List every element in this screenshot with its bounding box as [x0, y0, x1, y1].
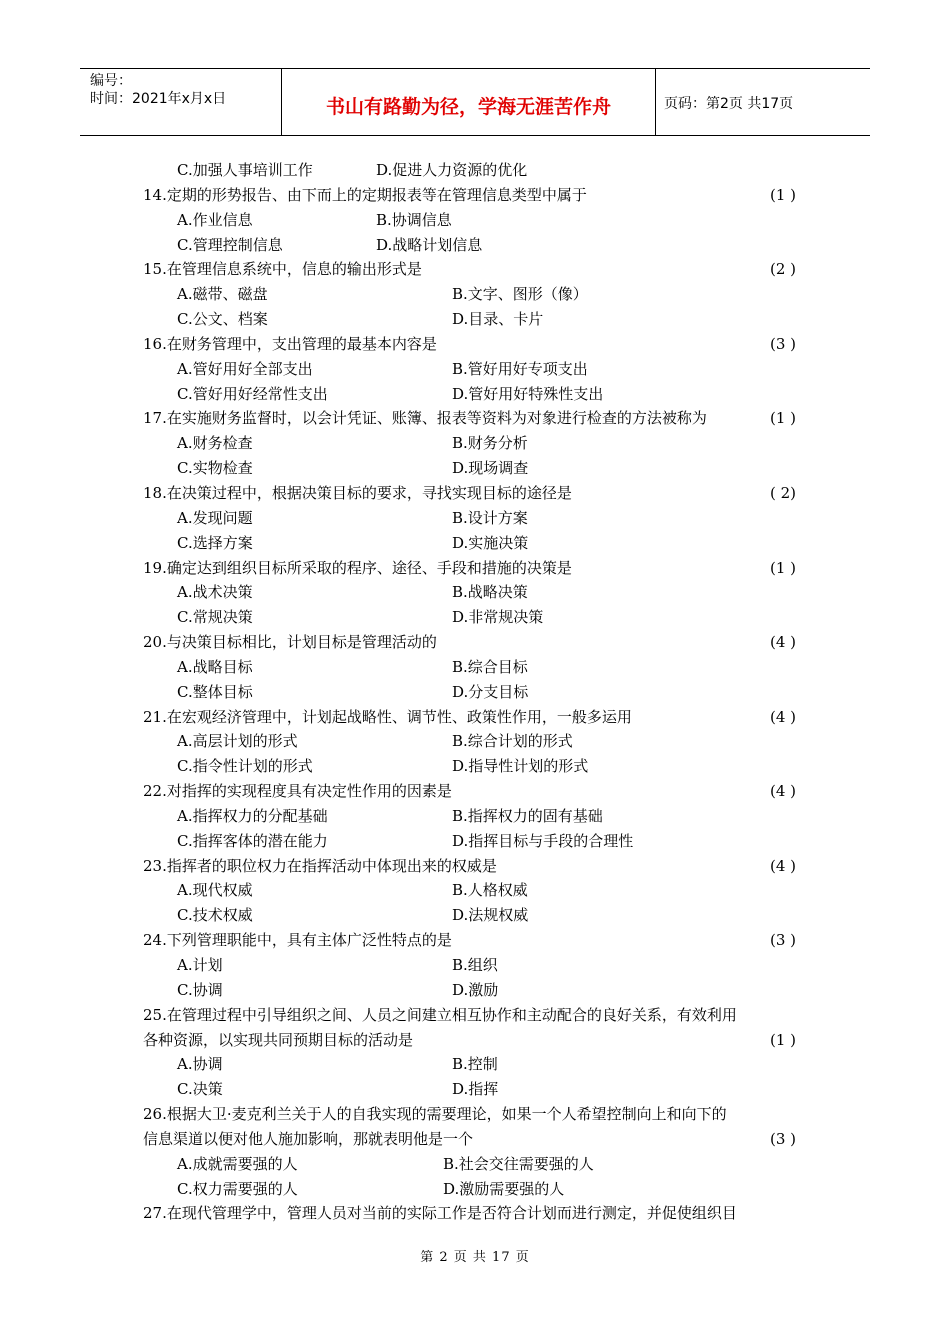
question-line: [143, 854, 808, 879]
option-right: D.指挥: [452, 1080, 499, 1099]
option-right: D.指挥目标与手段的合理性: [452, 831, 634, 850]
option-right: B.人格权威: [452, 881, 528, 900]
option-right: D.实施决策: [452, 533, 529, 552]
header-meta: [80, 69, 282, 135]
option-left: C.管理控制信息: [177, 235, 283, 254]
option-left: C.公文、档案: [177, 310, 268, 329]
option-right: B.社会交往需要强的人: [443, 1154, 594, 1173]
options-line: [143, 382, 808, 407]
answer-mark: (1 ): [769, 558, 796, 577]
answer-mark: (4 ): [769, 782, 796, 801]
options-line: [143, 1077, 808, 1102]
answer-mark: (4 ): [769, 707, 796, 726]
option-left: C.整体目标: [177, 682, 253, 701]
option-right: D.目录、卡片: [452, 310, 544, 329]
header-page-label: 页码：第2页 共17页: [664, 96, 794, 112]
question-text: 21.在宏观经济管理中，计划起战略性、调节性、政策性作用，一般多运用: [143, 707, 632, 726]
option-left: C.技术权威: [177, 906, 253, 925]
option-left: C.常规决策: [177, 608, 253, 627]
question-line: [143, 257, 808, 282]
option-left: C.指令性计划的形式: [177, 757, 313, 776]
options-line: [143, 680, 808, 705]
option-left: A.财务检查: [177, 434, 253, 453]
question-text: 17.在实施财务监督时，以会计凭证、账簿、报表等资料为对象进行检查的方法被称为: [143, 409, 707, 428]
answer-mark: (3 ): [769, 931, 796, 950]
option-right: D.激励: [452, 980, 499, 999]
option-right: D.指导性计划的形式: [452, 757, 589, 776]
option-left: C.管好用好经常性支出: [177, 384, 328, 403]
options-line: [143, 233, 808, 258]
answer-mark: (3 ): [769, 334, 796, 353]
option-right: B.控制: [452, 1055, 498, 1074]
answer-mark: (1 ): [769, 185, 796, 204]
answer-mark: (3 ): [769, 1129, 796, 1148]
question-text: 16.在财务管理中，支出管理的最基本内容是: [143, 334, 437, 353]
question-text: 25.在管理过程中引导组织之间、人员之间建立相互协作和主动配合的良好关系，有效利用: [143, 1005, 737, 1024]
option-right: B.设计方案: [452, 508, 528, 527]
answer-mark: (4 ): [769, 856, 796, 875]
question-text: 18.在决策过程中，根据决策目标的要求，寻找实现目标的途径是: [143, 483, 572, 502]
option-left: A.战略目标: [177, 657, 253, 676]
answer-mark: (4 ): [769, 633, 796, 652]
options-line: [143, 1177, 808, 1202]
question-line: [143, 1127, 808, 1152]
options-line: [143, 1052, 808, 1077]
options-line: [143, 804, 808, 829]
option-left: C.权力需要强的人: [177, 1179, 298, 1198]
options-line: [143, 903, 808, 928]
question-line: [143, 1102, 808, 1127]
page-header: [80, 68, 870, 136]
question-text: 23.指挥者的职位权力在指挥活动中体现出来的权威是: [143, 856, 497, 875]
option-right: D.非常规决策: [452, 608, 544, 627]
options-line: [143, 506, 808, 531]
option-left: A.作业信息: [177, 210, 253, 229]
question-line: [143, 1201, 808, 1226]
option-right: D.战略计划信息: [376, 235, 483, 254]
question-line: [143, 332, 808, 357]
option-right: B.综合计划的形式: [452, 732, 573, 751]
page-footer: 第 2 页 共 17 页: [420, 1250, 530, 1265]
option-right: D.激励需要强的人: [443, 1179, 565, 1198]
option-left: C.协调: [177, 980, 223, 999]
options-line: [143, 953, 808, 978]
options-line: [143, 158, 808, 183]
options-line: [143, 605, 808, 630]
option-left: A.现代权威: [177, 881, 253, 900]
question-line: [143, 406, 808, 431]
option-left: A.成就需要强的人: [177, 1154, 298, 1173]
option-right: D.现场调查: [452, 459, 529, 478]
answer-mark: (1 ): [769, 409, 796, 428]
question-text: 24.下列管理职能中，具有主体广泛性特点的是: [143, 931, 452, 950]
option-right: B.指挥权力的固有基础: [452, 806, 603, 825]
option-left: A.协调: [177, 1055, 223, 1074]
question-text: 26.根据大卫·麦克利兰关于人的自我实现的需要理论，如果一个人希望控制向上和向下的: [143, 1105, 727, 1124]
option-left: A.磁带、磁盘: [177, 285, 268, 304]
question-line: [143, 928, 808, 953]
code-label: 编号：: [90, 73, 132, 89]
option-left: C.实物检查: [177, 459, 253, 478]
answer-mark: (2 ): [769, 260, 796, 279]
option-left: A.高层计划的形式: [177, 732, 298, 751]
option-left: A.战术决策: [177, 583, 253, 602]
option-right: B.文字、图形（像）: [452, 285, 588, 304]
question-text: 15.在管理信息系统中，信息的输出形式是: [143, 260, 422, 279]
option-right: D.法规权威: [452, 906, 529, 925]
options-line: [143, 655, 808, 680]
option-left: A.指挥权力的分配基础: [177, 806, 328, 825]
options-line: [143, 208, 808, 233]
header-motto: 书山有路勤为径，学海无涯苦作舟: [282, 69, 656, 135]
question-text: 19.确定达到组织目标所采取的程序、途径、手段和措施的决策是: [143, 558, 572, 577]
question-text: 20.与决策目标相比，计划目标是管理活动的: [143, 633, 437, 652]
option-right: D.促进人力资源的优化: [376, 161, 528, 179]
option-right: B.战略决策: [452, 583, 528, 602]
option-left: A.计划: [177, 956, 223, 974]
option-right: D.分支目标: [452, 682, 529, 701]
option-left: A.发现问题: [177, 508, 253, 527]
question-line: [143, 630, 808, 655]
question-line: [143, 183, 808, 208]
question-text: 各种资源，以实现共同预期目标的活动是: [143, 1030, 414, 1049]
option-right: B.组织: [452, 956, 498, 974]
option-left: C.指挥客体的潜在能力: [177, 831, 328, 850]
option-right: B.协调信息: [376, 210, 452, 229]
question-line: [143, 481, 808, 506]
option-right: B.综合目标: [452, 657, 528, 676]
option-left: C.加强人事培训工作: [177, 161, 313, 179]
question-list: [143, 158, 808, 1226]
options-line: [143, 754, 808, 779]
question-text: 14.定期的形势报告、由下而上的定期报表等在管理信息类型中属于: [143, 185, 587, 204]
option-left: A.管好用好全部支出: [177, 359, 313, 378]
options-line: [143, 729, 808, 754]
option-right: B.财务分析: [452, 434, 528, 453]
options-line: [143, 431, 808, 456]
question-line: [143, 779, 808, 804]
option-right: D.管好用好特殊性支出: [452, 384, 604, 403]
option-left: C.决策: [177, 1080, 223, 1099]
option-left: C.选择方案: [177, 533, 253, 552]
options-line: [143, 456, 808, 481]
options-line: [143, 829, 808, 854]
question-text: 27.在现代管理学中，管理人员对当前的实际工作是否符合计划而进行测定，并促使组织目: [143, 1204, 737, 1223]
options-line: [143, 357, 808, 382]
options-line: [143, 978, 808, 1003]
question-line: [143, 1003, 808, 1028]
options-line: [143, 1152, 808, 1177]
question-line: [143, 556, 808, 581]
question-line: [143, 705, 808, 730]
question-line: [143, 1028, 808, 1053]
question-text: 信息渠道以便对他人施加影响，那就表明他是一个: [143, 1129, 474, 1148]
options-line: [143, 878, 808, 903]
options-line: [143, 282, 808, 307]
options-line: [143, 580, 808, 605]
option-right: B.管好用好专项支出: [452, 359, 588, 378]
question-text: 22.对指挥的实现程度具有决定性作用的因素是: [143, 782, 452, 801]
answer-mark: ( 2): [769, 483, 796, 502]
answer-mark: (1 ): [769, 1030, 796, 1049]
time-label: 时间：2021年x月x日: [90, 91, 227, 107]
options-line: [143, 531, 808, 556]
options-line: [143, 307, 808, 332]
